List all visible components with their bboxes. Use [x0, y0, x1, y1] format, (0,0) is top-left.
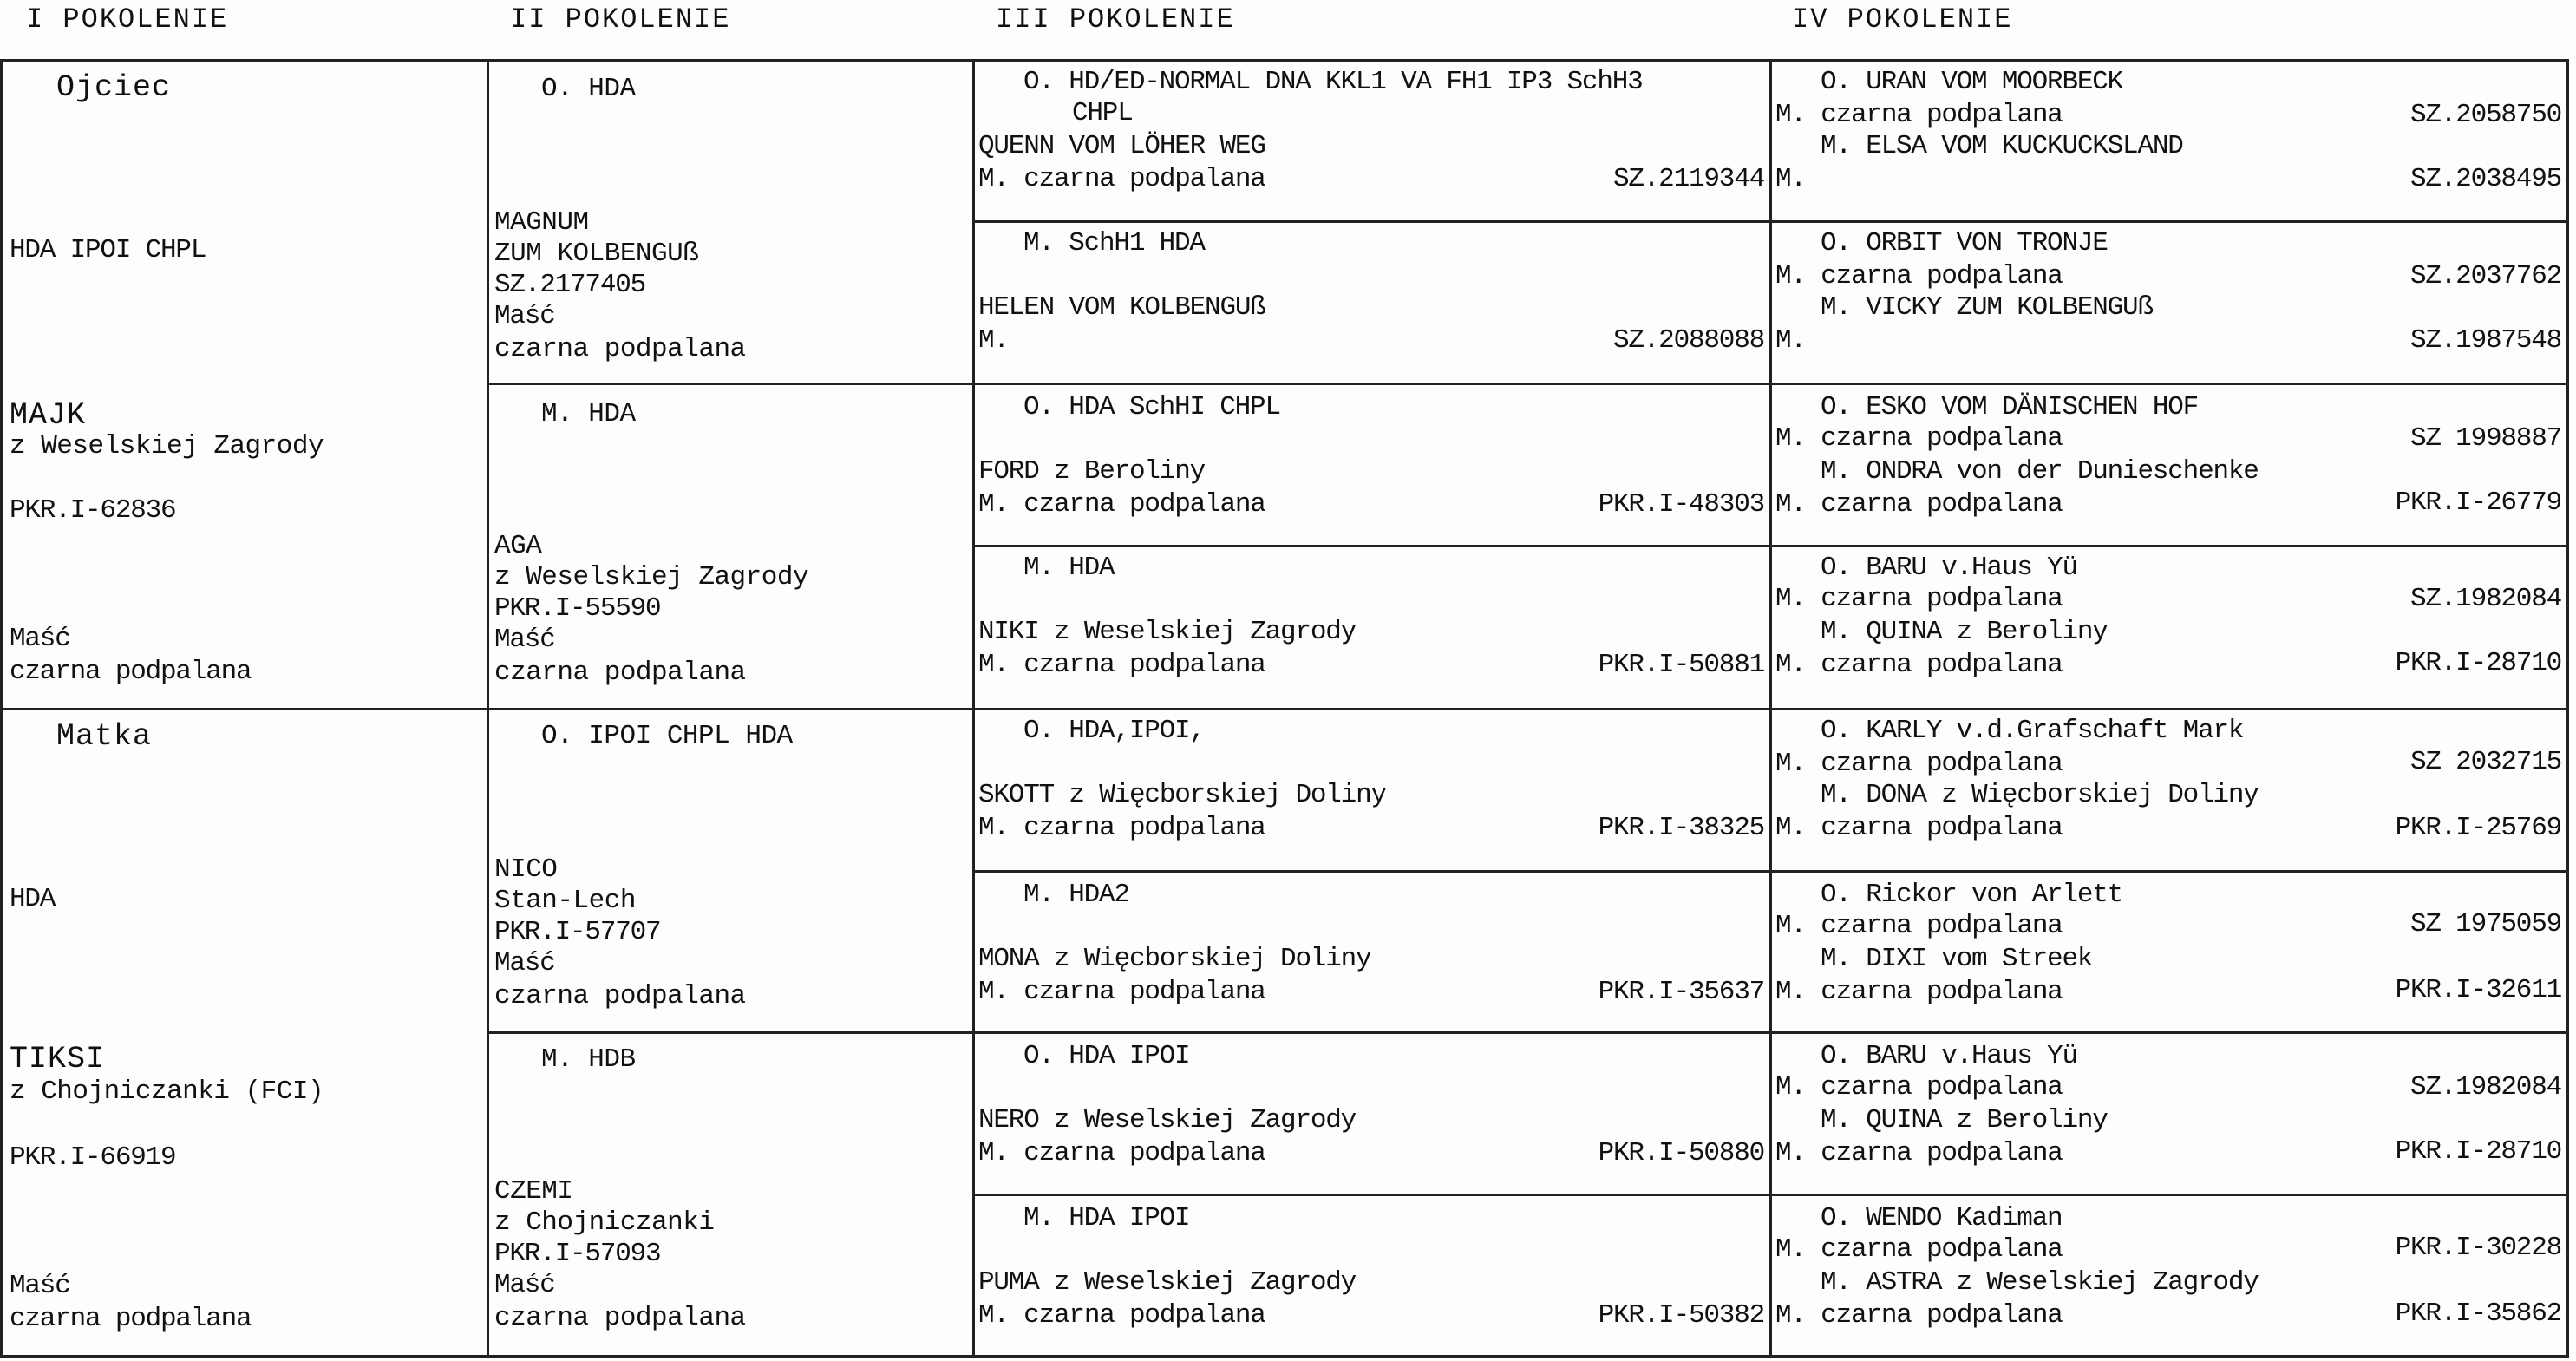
gen3-name: NERO z Weselskiej Zagrody — [978, 1105, 1357, 1135]
gen3-reg-number: SZ.2088088 — [1612, 325, 1764, 356]
gen3-titles: O. HDA SchHI CHPL — [1023, 392, 1280, 422]
sire-color-label: Maść — [10, 624, 70, 654]
gen3-color: M. czarna podpalana — [978, 813, 1265, 843]
gen3-titles: M. HDA IPOI — [1023, 1203, 1190, 1233]
table-border-bottom — [0, 1355, 2569, 1358]
gen4-sire-reg: SZ 2032715 — [2409, 747, 2561, 777]
gen2-cell — [489, 385, 972, 708]
gen4-sire-color: M. czarna podpalana — [1775, 261, 2063, 291]
gen2-cell — [489, 62, 972, 383]
gen3-name: MONA z Więcborskiej Doliny — [978, 944, 1371, 974]
sire-role-label: Ojciec — [56, 70, 172, 105]
header-gen-1: I POKOLENIE — [26, 3, 229, 36]
gen3-name: PUMA z Weselskiej Zagrody — [978, 1267, 1357, 1298]
gen2-name: MAGNUM — [494, 207, 589, 238]
gen3-cell — [975, 62, 1769, 220]
gen3-color: M. czarna podpalana — [978, 489, 1265, 520]
header-gen-4: IV POKOLENIE — [1792, 3, 2013, 36]
gen3-color: M. — [978, 325, 1009, 356]
sire-titles: HDA IPOI CHPL — [10, 235, 206, 265]
gen2-titles: M. HDB — [541, 1044, 636, 1075]
gen3-titles: O. HD/ED-NORMAL DNA KKL1 VA FH1 IP3 SchH3 — [1023, 67, 1643, 97]
gen2-reg-number: PKR.I-55590 — [494, 593, 661, 624]
gen4-sire-color: M. czarna podpalana — [1775, 100, 2063, 130]
gen4-dam-reg: PKR.I-35862 — [2395, 1299, 2561, 1329]
gen4-sire-reg: SZ.1982084 — [2409, 584, 2561, 614]
gen4-dam-color: M. — [1775, 164, 1806, 194]
gen4-dam: M. VICKY ZUM KOLBENGUß — [1821, 292, 2153, 323]
gen3-name: NIKI z Weselskiej Zagrody — [978, 617, 1357, 647]
gen3-titles: O. HDA,IPOI, — [1023, 716, 1205, 746]
gen3-reg-number: PKR.I-50382 — [1598, 1300, 1764, 1331]
gen4-cell — [1772, 1034, 2566, 1194]
dam-titles: HDA — [10, 884, 56, 914]
gen4-dam-reg: SZ.1987548 — [2409, 325, 2561, 356]
gen4-sire-reg: SZ.1982084 — [2409, 1072, 2561, 1103]
gen2-kennel: Stan-Lech — [494, 886, 636, 916]
gen4-dam-color: M. — [1775, 325, 1806, 356]
gen4-sire: O. ESKO VOM DÄNISCHEN HOF — [1821, 392, 2199, 422]
gen3-name: FORD z Beroliny — [978, 456, 1206, 487]
gen4-dam: M. QUINA z Beroliny — [1821, 1105, 2108, 1135]
gen4-sire-color: M. czarna podpalana — [1775, 749, 2063, 779]
gen3-cell — [975, 223, 1769, 383]
gen4-dam-reg: PKR.I-28710 — [2395, 648, 2561, 678]
gen3-titles-cont: CHPL — [1072, 98, 1133, 128]
header-gen-2: II POKOLENIE — [510, 3, 731, 36]
gen3-titles: O. HDA IPOI — [1023, 1041, 1190, 1071]
gen4-cell — [1772, 223, 2566, 383]
gen1-sire-cell — [3, 62, 487, 708]
gen3-reg-number: SZ.2119344 — [1612, 164, 1764, 194]
gen4-dam-color: M. czarna podpalana — [1775, 1138, 2063, 1168]
gen4-sire-reg: SZ 1998887 — [2409, 423, 2561, 454]
gen2-color: czarna podpalana — [494, 658, 746, 688]
gen3-cell — [975, 1034, 1769, 1194]
gen2-color: czarna podpalana — [494, 334, 746, 364]
gen3-reg-number: PKR.I-50880 — [1598, 1138, 1764, 1168]
gen4-sire-color: M. czarna podpalana — [1775, 584, 2063, 614]
gen3-reg-number: PKR.I-38325 — [1598, 813, 1764, 843]
dam-color: czarna podpalana — [10, 1304, 252, 1334]
gen3-reg-number: PKR.I-35637 — [1598, 977, 1764, 1007]
gen4-dam: M. ELSA VOM KUCKUCKSLAND — [1821, 131, 2183, 161]
gen2-cell — [489, 710, 972, 1031]
gen3-color: M. czarna podpalana — [978, 977, 1265, 1007]
gen1-dam-cell — [3, 710, 487, 1355]
gen4-dam-reg: PKR.I-26779 — [2395, 487, 2561, 518]
gen4-dam-reg: SZ.2038495 — [2409, 164, 2561, 194]
gen4-dam: M. DONA z Więcborskiej Doliny — [1821, 780, 2259, 810]
gen2-color-label: Maść — [494, 625, 555, 655]
gen4-sire-color: M. czarna podpalana — [1775, 1234, 2063, 1265]
sire-color: czarna podpalana — [10, 657, 252, 687]
gen4-dam: M. QUINA z Beroliny — [1821, 617, 2108, 647]
gen4-sire-color: M. czarna podpalana — [1775, 1072, 2063, 1103]
gen2-kennel: z Chojniczanki — [494, 1207, 715, 1238]
gen2-color-label: Maść — [494, 301, 555, 331]
gen2-titles: O. HDA — [541, 74, 636, 104]
gen2-name: AGA — [494, 531, 542, 561]
gen4-dam-color: M. czarna podpalana — [1775, 813, 2063, 843]
gen4-cell — [1772, 62, 2566, 220]
gen3-cell — [975, 547, 1769, 708]
gen2-color-label: Maść — [494, 948, 555, 978]
gen4-sire: O. KARLY v.d.Grafschaft Mark — [1821, 716, 2244, 746]
gen3-cell — [975, 710, 1769, 870]
gen3-cell — [975, 1196, 1769, 1355]
gen3-color: M. czarna podpalana — [978, 164, 1265, 194]
gen2-color: czarna podpalana — [494, 1303, 746, 1333]
gen4-sire-color: M. czarna podpalana — [1775, 423, 2063, 454]
gen3-name: QUENN VOM LÖHER WEG — [978, 131, 1265, 161]
gen2-cell — [489, 1034, 972, 1355]
gen2-color-label: Maść — [494, 1270, 555, 1300]
pedigree-table — [0, 59, 2569, 1358]
gen4-sire: O. URAN VOM MOORBECK — [1821, 67, 2123, 97]
gen3-reg-number: PKR.I-48303 — [1598, 489, 1764, 520]
gen2-name: CZEMI — [494, 1176, 573, 1207]
gen3-color: M. czarna podpalana — [978, 650, 1265, 680]
gen4-sire: O. Rickor von Arlett — [1821, 880, 2123, 910]
gen4-cell — [1772, 873, 2566, 1031]
gen2-kennel: z Weselskiej Zagrody — [494, 562, 809, 592]
gen4-dam-color: M. czarna podpalana — [1775, 977, 2063, 1007]
gen4-sire-reg: PKR.I-30228 — [2395, 1233, 2561, 1263]
gen2-reg-number: SZ.2177405 — [494, 270, 646, 300]
gen3-titles: M. SchH1 HDA — [1023, 228, 1205, 258]
gen4-dam-reg: PKR.I-32611 — [2395, 975, 2561, 1005]
gen4-cell — [1772, 710, 2566, 870]
dam-kennel: z Chojniczanki (FCI) — [10, 1076, 324, 1107]
gen2-name: NICO — [494, 854, 558, 885]
gen4-dam-color: M. czarna podpalana — [1775, 650, 2063, 680]
gen2-titles: M. HDA — [541, 399, 636, 429]
gen4-dam-color: M. czarna podpalana — [1775, 1300, 2063, 1331]
gen4-dam-reg: PKR.I-25769 — [2395, 813, 2561, 843]
gen4-sire: O. BARU v.Haus Yü — [1821, 1041, 2077, 1071]
gen4-dam-color: M. czarna podpalana — [1775, 489, 2063, 520]
sire-reg-number: PKR.I-62836 — [10, 495, 176, 526]
gen2-reg-number: PKR.I-57093 — [494, 1239, 661, 1269]
gen4-cell — [1772, 1196, 2566, 1355]
dam-name: TIKSI — [10, 1042, 106, 1076]
gen4-cell — [1772, 385, 2566, 545]
gen3-cell — [975, 385, 1769, 545]
gen3-titles: M. HDA2 — [1023, 880, 1129, 910]
gen2-titles: O. IPOI CHPL HDA — [541, 721, 793, 751]
gen3-name: SKOTT z Więcborskiej Doliny — [978, 780, 1386, 810]
sire-name: MAJK — [10, 398, 87, 433]
gen4-sire-reg: SZ 1975059 — [2409, 909, 2561, 939]
gen3-color: M. czarna podpalana — [978, 1138, 1265, 1168]
dam-color-label: Maść — [10, 1271, 70, 1301]
header-gen-3: III POKOLENIE — [996, 3, 1235, 36]
gen4-dam: M. DIXI vom Streek — [1821, 944, 2093, 974]
gen3-titles: M. HDA — [1023, 553, 1115, 583]
gen4-sire-reg: SZ.2037762 — [2409, 261, 2561, 291]
gen4-sire: O. WENDO Kadiman — [1821, 1203, 2063, 1233]
sire-kennel: z Weselskiej Zagrody — [10, 431, 324, 461]
gen4-sire: O. ORBIT VON TRONJE — [1821, 228, 2108, 258]
gen3-name: HELEN VOM KOLBENGUß — [978, 292, 1265, 323]
gen4-dam: M. ONDRA von der Dunieschenke — [1821, 456, 2259, 487]
gen4-cell — [1772, 547, 2566, 708]
gen4-dam-reg: PKR.I-28710 — [2395, 1136, 2561, 1167]
gen3-color: M. czarna podpalana — [978, 1300, 1265, 1331]
gen2-color: czarna podpalana — [494, 981, 746, 1011]
gen4-sire-color: M. czarna podpalana — [1775, 911, 2063, 941]
gen4-sire-reg: SZ.2058750 — [2409, 100, 2561, 130]
gen3-reg-number: PKR.I-50881 — [1598, 650, 1764, 680]
gen2-kennel: ZUM KOLBENGUß — [494, 239, 699, 269]
gen4-sire: O. BARU v.Haus Yü — [1821, 553, 2077, 583]
gen3-cell — [975, 873, 1769, 1031]
dam-reg-number: PKR.I-66919 — [10, 1142, 176, 1173]
gen2-reg-number: PKR.I-57707 — [494, 917, 661, 947]
dam-role-label: Matka — [56, 719, 153, 754]
gen4-dam: M. ASTRA z Weselskiej Zagrody — [1821, 1267, 2259, 1298]
